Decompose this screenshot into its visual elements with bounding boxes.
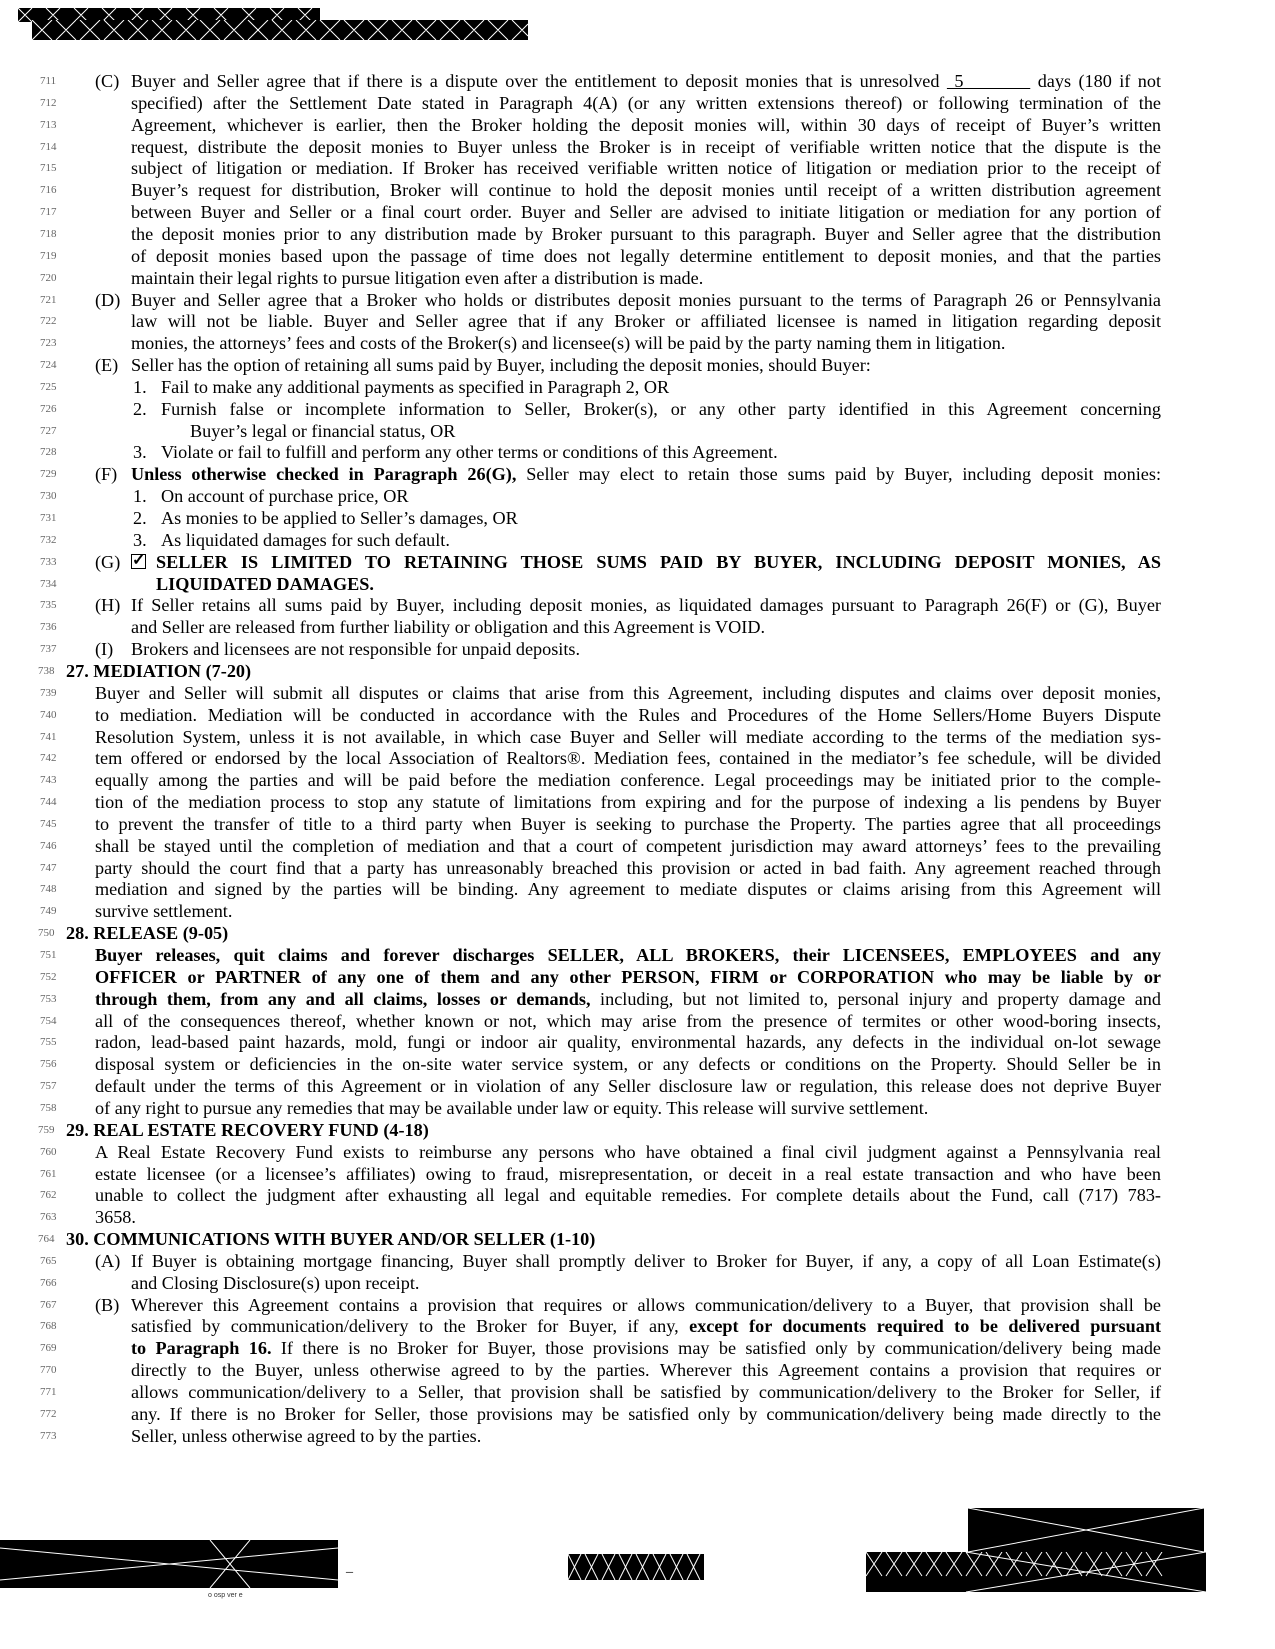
document-line <box>0 573 1275 596</box>
line-text: 28. RELEASE (9-05) <box>66 923 229 944</box>
line-text: Agreement, whichever is earlier, then the Broker holding the deposit monies will, within 30 days of receipt of Buyer’s written <box>131 114 1161 135</box>
line-text: On account of purchase price, OR <box>161 486 409 507</box>
line-text: subject of litigation or mediation. If Broker has received verifiable written notice of litigation or mediation prior to the receipt of <box>131 158 1161 179</box>
footer-tiny-text: o osp ver e <box>208 1592 243 1599</box>
line-number: 725 <box>40 380 57 393</box>
line-text: all of the consequences thereof, whether known or not, which may arise from the presence of termites or other wood-boring insects, <box>95 1010 1161 1031</box>
document-line <box>0 1425 1275 1448</box>
line-text: OFFICER or PARTNER of any one of them and any other PERSON, FIRM or CORPORATION who may be liable by or <box>95 966 1161 987</box>
document-line <box>0 922 1275 945</box>
line-text: survive settlement. <box>95 901 233 922</box>
line-number: 738 <box>38 664 55 677</box>
line-text: the deposit monies prior to any distribution made by Broker pursuant to this paragraph. Buyer and Seller agree that the distribution <box>131 223 1161 244</box>
line-text: of deposit monies based upon the passage of time does not legally determine entitlement to deposit monies, and that the parties <box>131 245 1161 266</box>
document-line <box>0 966 1275 989</box>
document-line <box>0 1141 1275 1164</box>
line-number: 759 <box>38 1123 55 1136</box>
line-text: SELLER IS LIMITED TO RETAINING THOSE SUMS PAID BY BUYER, INCLUDING DEPOSIT MONIES, AS <box>156 551 1161 572</box>
line-number: 765 <box>40 1254 57 1267</box>
line-number: 753 <box>40 992 57 1005</box>
line-number: 737 <box>40 643 57 656</box>
line-number: 744 <box>40 796 57 809</box>
line-number: 757 <box>40 1080 57 1093</box>
line-text: estate licensee (or a licensee’s affiliates) owing to fraud, misrepresentation, or deceit in a real estate transaction and who have been <box>95 1163 1161 1184</box>
line-number: 747 <box>40 861 57 874</box>
clause-label: 1. <box>133 376 147 397</box>
document-line <box>0 682 1275 705</box>
footer-redaction-left <box>0 1540 338 1588</box>
document-line <box>0 92 1275 115</box>
document-line <box>0 310 1275 333</box>
line-text: Buyer releases, quit claims and forever discharges SELLER, ALL BROKERS, their LICENSEES, EMPLOYEES and any <box>95 945 1161 965</box>
document-line <box>0 529 1275 552</box>
line-text: monies, the attorneys’ fees and costs of the Broker(s) and licensee(s) will be paid by the party naming them in litigation. <box>131 333 1006 354</box>
clause-label: 2. <box>133 398 147 419</box>
line-text: maintain their legal rights to pursue litigation even after a distribution is made. <box>131 267 704 288</box>
line-number: 740 <box>40 708 57 721</box>
line-number: 732 <box>40 533 57 546</box>
document-line <box>0 1053 1275 1076</box>
line-number: 712 <box>40 96 57 109</box>
line-number: 771 <box>40 1386 57 1398</box>
line-text: allows communication/delivery to a Seller, that provision shall be satisfied by communication/delivery to the Broker for Seller, if <box>131 1382 1161 1402</box>
line-text: tion of the mediation process to stop any statute of limitations from expiring and for the purpose of indexing a lis pendens by Buyer <box>95 792 1161 813</box>
line-text: Seller, unless otherwise agreed to by the parties. <box>131 1425 482 1446</box>
document-line <box>0 835 1275 858</box>
line-number: 756 <box>40 1058 57 1071</box>
clause-label: (G) <box>95 551 121 572</box>
document-line <box>0 376 1275 399</box>
document-line <box>0 551 1275 574</box>
clause-label: (F) <box>95 464 118 485</box>
document-line <box>0 70 1275 93</box>
line-text: equally among the parties and will be paid before the mediation conference. Legal proceedings may be initiated prior to the comple- <box>95 770 1161 791</box>
line-text: to mediation. Mediation will be conducted in accordance with the Rules and Procedures of the Home Sellers/Home Buyers Dispute <box>95 704 1161 725</box>
footer-redaction-right-top <box>968 1508 1204 1552</box>
line-text: 29. REAL ESTATE RECOVERY FUND (4-18) <box>66 1119 429 1140</box>
line-number: 729 <box>40 468 57 481</box>
line-text: Furnish false or incomplete information to Seller, Broker(s), or any other party identified in this Agreement concerning <box>161 398 1161 419</box>
document-line <box>0 245 1275 268</box>
line-number: 748 <box>40 883 57 896</box>
line-number: 751 <box>40 949 57 961</box>
clause-label: (C) <box>95 71 120 91</box>
line-text: unable to collect the judgment after exhausting all legal and equitable remedies. For complete details about the Fund, call (717) 783- <box>95 1185 1161 1206</box>
line-text: Unless otherwise checked in Paragraph 26(G), Seller may elect to retain those sums paid by Buyer, including deposit monies: <box>131 464 1161 485</box>
document-line <box>0 201 1275 224</box>
line-number: 713 <box>40 118 57 131</box>
line-number: 769 <box>40 1342 57 1355</box>
clause-label: (D) <box>95 289 121 310</box>
line-number: 722 <box>40 315 57 328</box>
document-line <box>0 594 1275 617</box>
document-line <box>0 157 1275 180</box>
document-line <box>0 289 1275 312</box>
line-text: default under the terms of this Agreement or in violation of any Seller disclosure law or regulation, this release does not deprive Buyer <box>95 1076 1161 1097</box>
line-number: 726 <box>40 402 57 415</box>
document-line <box>0 398 1275 421</box>
line-text: 3658. <box>95 1207 136 1228</box>
document-line <box>0 944 1275 967</box>
line-number: 770 <box>40 1364 57 1377</box>
line-text: As monies to be applied to Seller’s damages, OR <box>161 508 518 528</box>
document-line <box>0 1315 1275 1338</box>
line-text: any. If there is no Broker for Seller, those provisions may be satisfied only by communication/delivery being made directly to the <box>131 1403 1161 1424</box>
line-number: 718 <box>40 227 57 240</box>
document-line <box>0 114 1275 137</box>
document-line <box>0 485 1275 508</box>
document-line <box>0 704 1275 727</box>
line-number: 754 <box>40 1014 57 1027</box>
clause-label: 1. <box>133 486 147 507</box>
line-text: A Real Estate Recovery Fund exists to reimburse any persons who have obtained a final civil judgment against a Pennsylvania real <box>95 1141 1161 1162</box>
document-line <box>0 813 1275 836</box>
document-line <box>0 900 1275 923</box>
line-number: 736 <box>40 621 57 634</box>
line-text: LIQUIDATED DAMAGES. <box>156 573 374 594</box>
document-line <box>0 1097 1275 1120</box>
document-line <box>0 769 1275 792</box>
line-text: Buyer’s legal or financial status, OR <box>190 420 456 441</box>
line-number: 773 <box>40 1429 57 1442</box>
line-number: 741 <box>40 730 57 743</box>
document-line <box>0 747 1275 770</box>
document-line <box>0 179 1275 202</box>
footer-redaction-center <box>568 1554 704 1580</box>
document-line <box>0 1381 1275 1404</box>
line-number: 761 <box>40 1167 57 1180</box>
line-number: 730 <box>40 490 57 503</box>
line-text: Fail to make any additional payments as specified in Paragraph 2, OR <box>161 376 670 397</box>
line-text: If Seller retains all sums paid by Buyer, including deposit monies, as liquidated damages pursuant to Paragraph 26(F) or (G), Buyer <box>131 595 1161 616</box>
line-number: 727 <box>40 424 57 437</box>
document-line <box>0 1228 1275 1251</box>
document-line <box>0 1010 1275 1033</box>
line-number: 724 <box>40 359 57 372</box>
document-line <box>0 507 1275 530</box>
document-line <box>0 616 1275 639</box>
line-number: 768 <box>40 1320 57 1333</box>
line-number: 723 <box>40 337 57 350</box>
document-line <box>0 354 1275 377</box>
line-number: 731 <box>40 512 57 524</box>
checked-checkbox-icon[interactable] <box>131 554 146 569</box>
document-line <box>0 420 1275 443</box>
line-text: Resolution System, unless it is not available, in which case Buyer and Seller will mediate according to the terms of the mediation sys- <box>95 726 1161 747</box>
line-text: Buyer’s request for distribution, Broker will continue to hold the deposit monies until receipt of a written distribution agreement <box>131 180 1161 201</box>
document-line <box>0 1294 1275 1317</box>
line-number: 746 <box>40 839 57 852</box>
line-number: 739 <box>40 686 57 699</box>
line-number: 755 <box>40 1036 57 1049</box>
line-text: 30. COMMUNICATIONS WITH BUYER AND/OR SELLER (1-10) <box>66 1229 596 1250</box>
document-line <box>0 660 1275 683</box>
line-number: 728 <box>40 446 57 459</box>
document-line <box>0 857 1275 880</box>
line-text: Seller has the option of retaining all sums paid by Buyer, including the deposit monies, should Buyer: <box>131 355 871 376</box>
line-text: Wherever this Agreement contains a provision that requires or allows communication/delivery to a Buyer, that provision shall be <box>131 1294 1161 1315</box>
document-line <box>0 988 1275 1011</box>
line-text: request, distribute the deposit monies to Buyer unless the Broker is in receipt of verifiable written notice that the dispute is the <box>131 136 1161 157</box>
clause-label: (E) <box>95 355 119 376</box>
document-line <box>0 1403 1275 1426</box>
line-text: party should the court find that a party has unreasonably breached this provision or acted in bad faith. Any agreement reached through <box>95 857 1161 878</box>
line-number: 767 <box>40 1298 57 1311</box>
document-line <box>0 1031 1275 1054</box>
line-number: 760 <box>40 1145 57 1158</box>
clause-label: 3. <box>133 529 147 550</box>
line-number: 772 <box>40 1407 57 1420</box>
document-line <box>0 791 1275 814</box>
line-text: and Closing Disclosure(s) upon receipt. <box>131 1272 420 1293</box>
line-number: 714 <box>40 140 57 153</box>
line-text: satisfied by communication/delivery to the Broker for Buyer, if any, except for documents required to be delivered pursuant <box>131 1316 1162 1337</box>
document-line <box>0 1163 1275 1186</box>
document-line <box>0 726 1275 749</box>
document-line <box>0 463 1275 486</box>
document-line <box>0 267 1275 290</box>
line-text: specified) after the Settlement Date stated in Paragraph 4(A) (or any written extensions thereof) or following termination of the <box>131 92 1161 113</box>
line-text: mediation and signed by the parties will be binding. Any agreement to mediate disputes or claims arising from this Agreement will <box>95 879 1161 900</box>
document-line <box>0 1075 1275 1098</box>
line-number: 762 <box>40 1189 57 1202</box>
line-number: 734 <box>40 577 57 590</box>
document-line <box>0 1337 1275 1360</box>
document-line <box>0 1359 1275 1382</box>
line-text: to prevent the transfer of title to a third party when Buyer is seeking to purchase the Property. The parties agree that all proceedings <box>95 813 1161 834</box>
line-number: 764 <box>38 1233 55 1246</box>
clause-label: (B) <box>95 1294 120 1315</box>
line-text: disposal system or deficiencies in the on-site water service system, or any defects or conditions on the Property. Should Seller be in <box>95 1054 1161 1075</box>
line-text: Brokers and licensees are not responsible for unpaid deposits. <box>131 639 581 660</box>
document-line <box>0 223 1275 246</box>
header-redaction-bottom <box>32 20 528 40</box>
line-text: law will not be liable. Buyer and Seller agree that if any Broker or affiliated licensee is named in litigation regarding deposit <box>131 311 1161 332</box>
line-number: 750 <box>38 927 55 940</box>
line-text: Buyer and Seller agree that a Broker who holds or distributes deposit monies pursuant to the terms of Paragraph 26 or Pennsylvania <box>131 289 1161 310</box>
line-text: Violate or fail to fulfill and perform any other terms or conditions of this Agreement. <box>161 442 778 463</box>
line-text: If Buyer is obtaining mortgage financing, Buyer shall promptly deliver to Broker for Buyer, if any, a copy of all Loan Estimate(s) <box>131 1250 1161 1271</box>
line-number: 711 <box>40 75 57 87</box>
document-line <box>0 332 1275 355</box>
line-number: 752 <box>40 970 57 983</box>
line-number: 719 <box>40 249 57 262</box>
line-text: through them, from any and all claims, losses or demands, including, but not limited to, personal injury and property damage and <box>95 988 1161 1009</box>
document-line <box>0 1250 1275 1273</box>
footer-redaction-right <box>866 1552 1206 1592</box>
line-text: to Paragraph 16. If there is no Broker for Buyer, those provisions may be satisfied only by communication/delivery being made <box>131 1338 1161 1359</box>
document-line <box>0 1184 1275 1207</box>
line-text: and Seller are released from further liability or obligation and this Agreement is VOID. <box>131 617 766 638</box>
document-line <box>0 1272 1275 1295</box>
line-text: Buyer and Seller will submit all disputes or claims that arise from this Agreement, including disputes and claims over deposit monies, <box>95 682 1161 703</box>
line-text: Buyer and Seller agree that if there is a dispute over the entitlement to deposit monies that is unresolved 5 days (180 if not <box>131 71 1162 91</box>
line-number: 716 <box>40 184 57 197</box>
clause-label: (A) <box>95 1250 121 1271</box>
line-number: 735 <box>40 599 57 612</box>
line-text: directly to the Buyer, unless otherwise agreed to by the parties. Wherever this Agreement contains a provision that requires or <box>131 1360 1161 1381</box>
line-number: 715 <box>40 162 57 175</box>
line-number: 720 <box>40 271 57 284</box>
clause-label: 3. <box>133 442 147 463</box>
footer-dash: _ <box>346 1560 353 1575</box>
clause-label: (H) <box>95 595 121 616</box>
document-line <box>0 1206 1275 1229</box>
document-line <box>0 136 1275 159</box>
line-text: 27. MEDIATION (7-20) <box>66 660 252 681</box>
line-number: 721 <box>40 293 57 306</box>
document-line <box>0 638 1275 661</box>
line-number: 745 <box>40 817 57 830</box>
line-text: As liquidated damages for such default. <box>161 529 450 550</box>
line-text: tem offered or endorsed by the local Association of Realtors®. Mediation fees, contained in the mediator’s fee schedule, will be divided <box>95 748 1161 769</box>
line-number: 733 <box>40 555 57 568</box>
clause-label: (I) <box>95 639 114 660</box>
line-number: 749 <box>40 905 57 918</box>
line-number: 766 <box>40 1276 57 1289</box>
line-text: of any right to pursue any remedies that may be available under law or equity. This release will survive settlement. <box>95 1097 929 1118</box>
document-line <box>0 1119 1275 1142</box>
line-number: 743 <box>40 774 57 787</box>
line-number: 717 <box>40 206 57 219</box>
line-number: 763 <box>40 1211 57 1224</box>
line-text: shall be stayed until the completion of mediation and that a court of competent jurisdiction may award attorneys’ fees to the prevailing <box>95 835 1161 856</box>
line-number: 758 <box>40 1101 57 1114</box>
clause-label: 2. <box>133 508 147 528</box>
document-line <box>0 878 1275 901</box>
line-text: radon, lead-based paint hazards, mold, fungi or indoor air quality, environmental hazards, any defects in the individual on-lot sewage <box>95 1032 1161 1053</box>
document-line <box>0 441 1275 464</box>
line-text: between Buyer and Seller or a final court order. Buyer and Seller are advised to initiate litigation or mediation for any portion of <box>131 202 1161 223</box>
line-number: 742 <box>40 752 57 765</box>
